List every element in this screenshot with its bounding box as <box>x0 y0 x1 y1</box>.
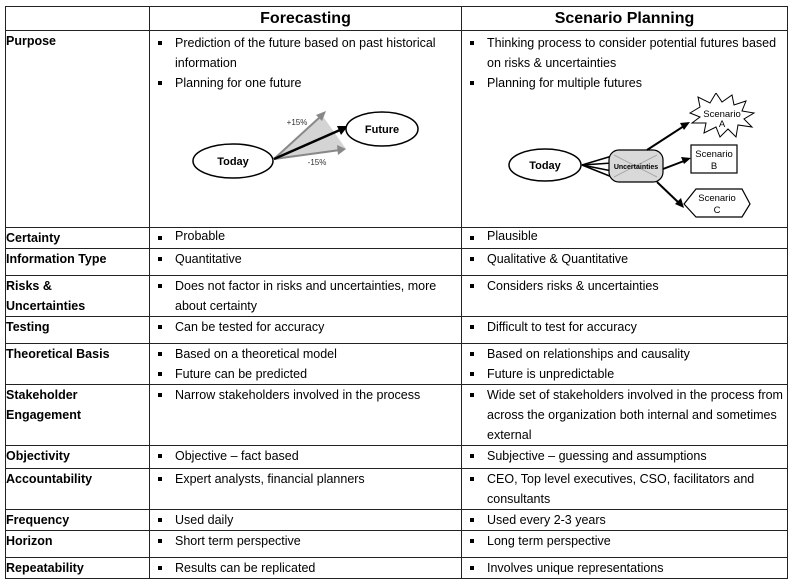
forecasting-cell <box>150 558 462 579</box>
scenario-cell <box>462 558 788 579</box>
today-label: Today <box>217 156 249 168</box>
row-label: Repeatability <box>6 558 150 579</box>
scenario-cell <box>462 317 788 344</box>
bullet-item: Short term perspective <box>158 531 457 551</box>
table-row <box>6 344 788 385</box>
row-label: Horizon <box>6 531 150 558</box>
header-scenario-planning: Scenario Planning <box>462 7 788 31</box>
scenario-a-label: Scenario <box>703 109 741 120</box>
scenario-cell <box>462 344 788 385</box>
bullet-item: Based on relationships and causality <box>470 344 783 364</box>
table-row <box>6 249 788 276</box>
bullet-item: Subjective – guessing and assumptions <box>470 446 783 466</box>
bullet-item: Involves unique representations <box>470 558 783 578</box>
row-label: Risks & Uncertainties <box>6 276 150 317</box>
bullet-item: Can be tested for accuracy <box>158 317 457 337</box>
uncertainties-label: Uncertainties <box>613 164 659 171</box>
table-row <box>6 317 788 344</box>
table-row <box>6 228 788 249</box>
bullet-item: Future is unpredictable <box>470 364 783 384</box>
forecasting-cell <box>150 31 462 228</box>
table-row <box>6 31 788 228</box>
scenario-cell <box>462 446 788 469</box>
scenario-a-letter: A <box>718 119 726 130</box>
scenario-cell <box>462 249 788 276</box>
bullet-item: Results can be replicated <box>158 558 457 578</box>
forecasting-cell <box>150 385 462 446</box>
row-label: Objectivity <box>6 446 150 469</box>
bullet-item: Future can be predicted <box>158 364 457 384</box>
bullet-item: Planning for one future <box>158 73 457 93</box>
scenario-b-label: Scenario <box>695 149 733 160</box>
bullet-item: Narrow stakeholders involved in the process <box>158 385 457 405</box>
forecasting-cell <box>150 446 462 469</box>
bullet-item: Long term perspective <box>470 531 783 551</box>
table-row <box>6 510 788 531</box>
row-label: Frequency <box>6 510 150 531</box>
future-label: Future <box>364 124 400 136</box>
table-row <box>6 276 788 317</box>
forecasting-cell <box>150 249 462 276</box>
scenario-cell <box>462 276 788 317</box>
bullet-item: Prediction of the future based on past historical information <box>158 33 457 73</box>
row-label: Accountability <box>6 469 150 510</box>
bullet-item: Does not factor in risks and uncertainties, more about certainty <box>158 276 457 316</box>
today-label: Today <box>529 160 561 172</box>
row-label: Theoretical Basis <box>6 344 150 385</box>
header-forecasting: Forecasting <box>150 7 462 31</box>
table-row <box>6 469 788 510</box>
scenario-b-letter: B <box>710 161 718 172</box>
row-label: Testing <box>6 317 150 344</box>
row-label: Information Type <box>6 249 150 276</box>
scenario-cell <box>462 228 788 249</box>
bullet-item: Plausible <box>470 228 783 245</box>
row-label: Purpose <box>6 31 150 228</box>
scenario-c-label: Scenario <box>698 193 736 204</box>
forecasting-cell <box>150 531 462 558</box>
forecasting-cell <box>150 344 462 385</box>
header-empty <box>6 7 150 31</box>
forecasting-cell <box>150 228 462 249</box>
forecasting-cell <box>150 276 462 317</box>
scenario-diagram <box>462 93 788 227</box>
bullet-item: Objective – fact based <box>158 446 457 466</box>
row-label: Stakeholder Engagement <box>6 385 150 446</box>
bullet-item: Thinking process to consider potential futures based on risks & uncertainties <box>470 33 783 73</box>
forecasting-cell <box>150 510 462 531</box>
bullet-item: Used daily <box>158 510 457 530</box>
upper-bound-label: +15% <box>286 118 308 127</box>
bullet-item: Based on a theoretical model <box>158 344 457 364</box>
header-row <box>6 7 788 31</box>
comparison-table <box>5 6 788 579</box>
bullet-item: Wide set of stakeholders involved in the process from across the organization both internal and sometimes external <box>470 385 783 445</box>
scenario-cell <box>462 531 788 558</box>
scenario-cell <box>462 469 788 510</box>
bullet-item: Considers risks & uncertainties <box>470 276 783 296</box>
row-label: Certainty <box>6 228 150 249</box>
forecast-diagram <box>150 95 462 215</box>
bullet-item: Qualitative & Quantitative <box>470 249 783 269</box>
forecasting-cell <box>150 317 462 344</box>
bullet-item: Planning for multiple futures <box>470 73 783 93</box>
lower-bound-label: -15% <box>307 158 327 167</box>
table-row <box>6 531 788 558</box>
scenario-cell <box>462 31 788 228</box>
table-row <box>6 446 788 469</box>
scenario-c-letter: C <box>713 205 721 216</box>
bullet-item: Difficult to test for accuracy <box>470 317 783 337</box>
bullet-item: Quantitative <box>158 249 457 269</box>
forecasting-cell <box>150 469 462 510</box>
bullet-item: Used every 2-3 years <box>470 510 783 530</box>
bullet-item: Probable <box>158 228 457 245</box>
table-row <box>6 385 788 446</box>
scenario-cell <box>462 385 788 446</box>
scenario-cell <box>462 510 788 531</box>
bullet-item: CEO, Top level executives, CSO, facilitators and consultants <box>470 469 783 509</box>
bullet-item: Expert analysts, financial planners <box>158 469 457 489</box>
table-row <box>6 558 788 579</box>
